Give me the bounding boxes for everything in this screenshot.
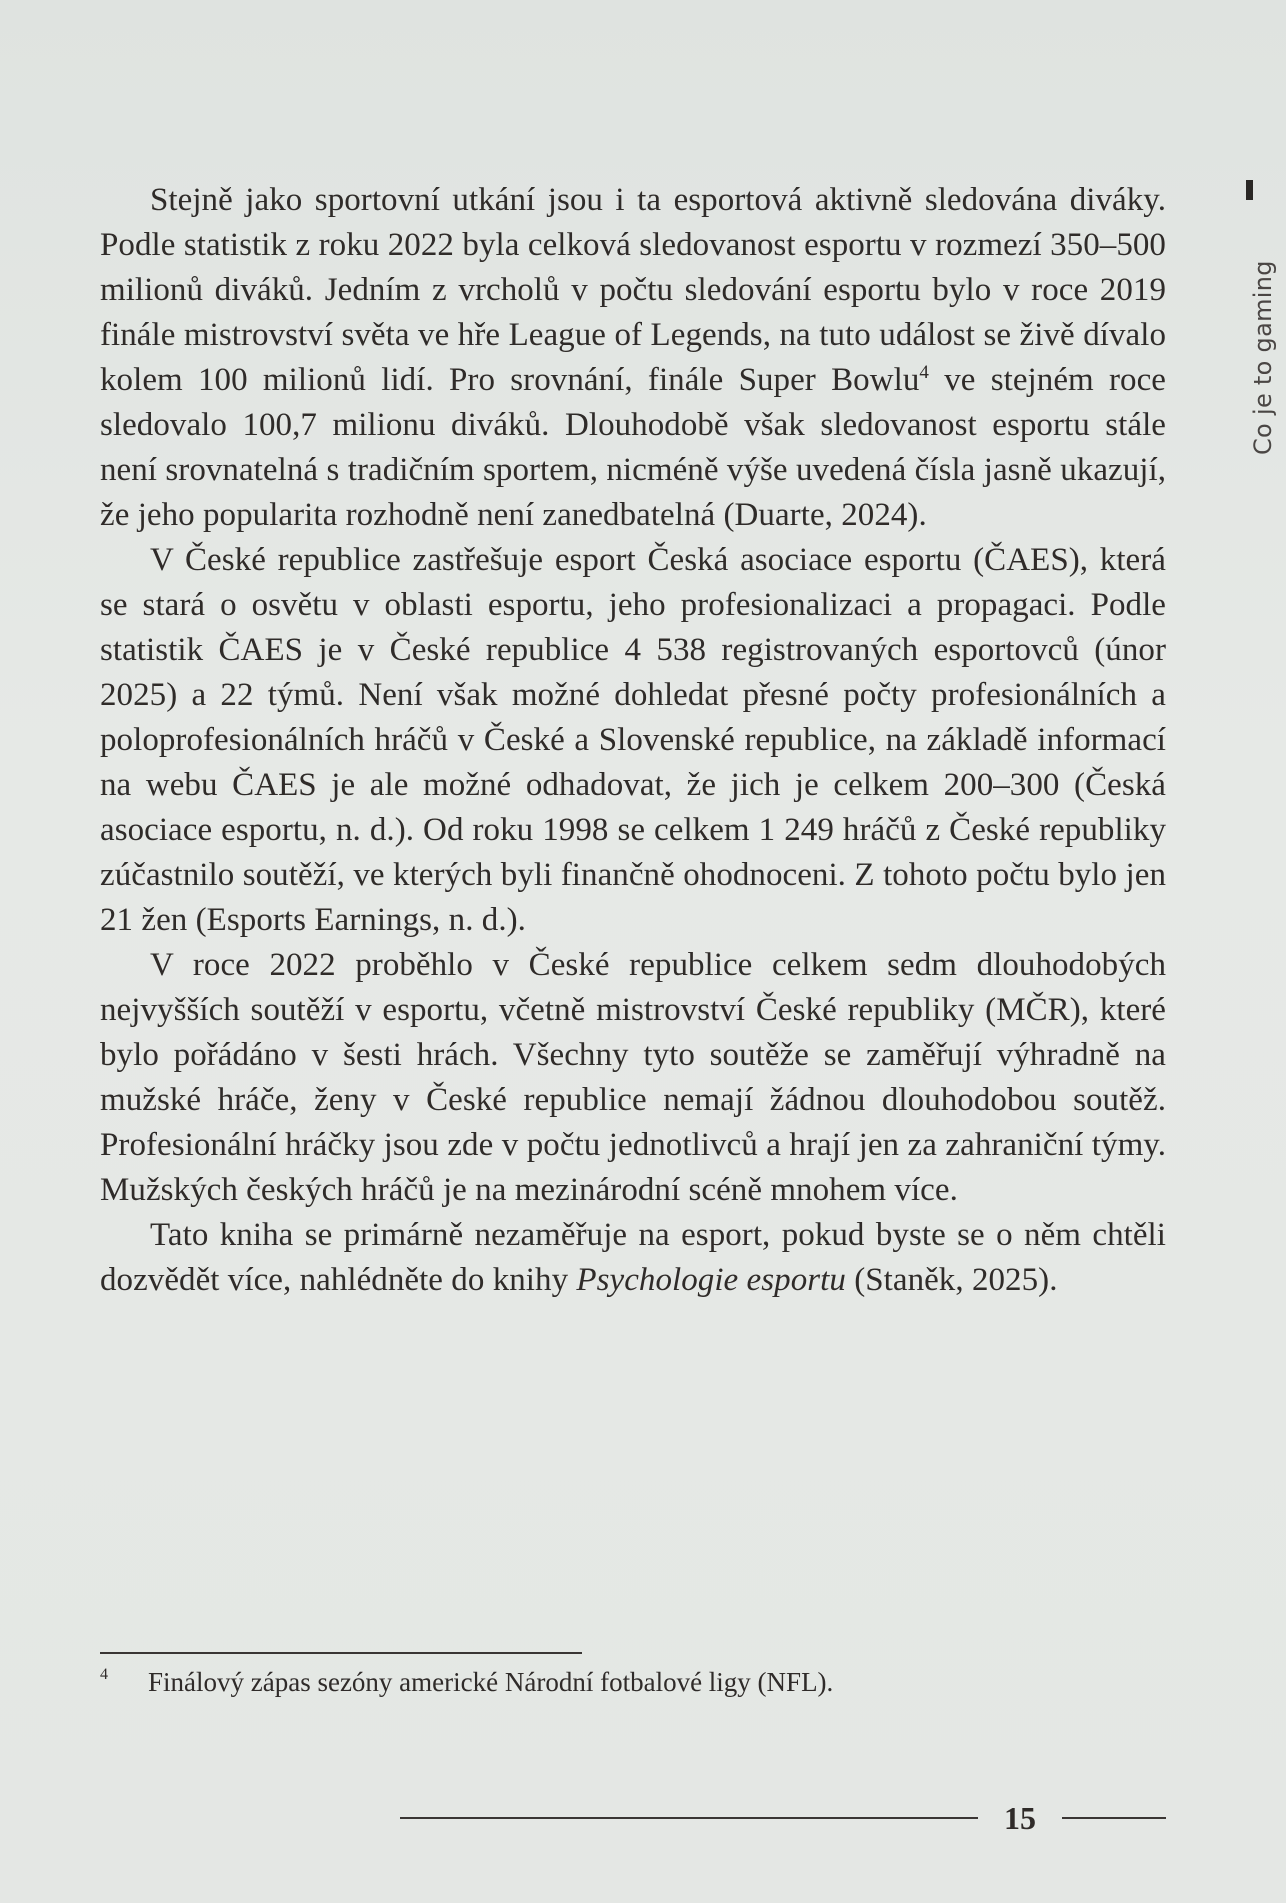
paragraph-text: (Staněk, 2025). bbox=[845, 1262, 1058, 1298]
running-head-title: Co je to gaming bbox=[1249, 260, 1277, 455]
footnote-divider bbox=[100, 1652, 582, 1654]
footnote bbox=[100, 1665, 1166, 1699]
paragraph-viewership bbox=[100, 178, 1166, 538]
page-number: 15 bbox=[1004, 1800, 1036, 1836]
folio-rule-left bbox=[400, 1817, 978, 1819]
book-title: Psychologie esportu bbox=[576, 1262, 846, 1298]
footnote-text: Finálový zápas sezóny americké Národní fotbalové ligy (NFL). bbox=[148, 1667, 834, 1697]
paragraph-czech-esport: V České republice zastřešuje esport Česká asociace esportu (ČAES), která se stará o osvětu v oblasti esportu, jeho profesionalizaci a propagaci. Podle statistik ČAES je v České republice 4 538 registrovaných esportovců (únor 2025) a 22 týmů. Není však možné dohledat přesné počty profesionálních a poloprofesionálních hráčů v České a Slovenské republice, na základě informací na webu ČAES je ale možné odhadovat, že jich je celkem 200–300 (Česká asociace esportu, n. d.). Od roku 1998 se celkem 1 249 hráčů z České republiky zúčastnilo soutěží, ve kterých byli finančně ohodnoceni. Z tohoto počtu bylo jen 21 žen (Esports Earnings, n. d.). bbox=[100, 542, 1166, 938]
footnote-number: 4 bbox=[100, 1666, 108, 1683]
page-folio bbox=[400, 1800, 1166, 1836]
paragraph-book-reference bbox=[100, 1213, 1166, 1303]
folio-rule-right bbox=[1062, 1817, 1166, 1819]
paragraph-text: Stejně jako sportovní utkání jsou i ta esportová aktivně sledována diváky. Podle statistik z roku 2022 byla celková sledovanost esportu v rozmezí 350–500 milionů diváků. Jedním z vrcholů v počtu sledování esportu bylo v roce 2019 finále mistrovství světa ve hře League of Legends, na tuto událost se živě dívalo kolem 100 milionů lidí. Pro srovnání, finále Super Bowlu bbox=[100, 182, 1166, 398]
main-text bbox=[100, 178, 1166, 1303]
running-head-marker bbox=[1246, 180, 1253, 200]
paragraph-text: ve stejném roce sledovalo 100,7 milionu diváků. Dlouhodobě však sledovanost esportu stále není srovnatelná s tradičním sportem, nicméně výše uvedená čísla jasně ukazují, že jeho popularita rozhodně není zanedbatelná (Duarte, 2024). bbox=[100, 362, 1167, 533]
paragraph-competitions: V roce 2022 proběhlo v České republice celkem sedm dlouhodobých nejvyšších soutěží v esportu, včetně mistrovství České republiky (MČR), které bylo pořádáno v šesti hrách. Všechny tyto soutěže se zaměřují výhradně na mužské hráče, ženy v České republice nemají žádnou dlouhodobou soutěž. Profesionální hráčky jsou zde v počtu jednotlivců a hrají jen za zahraniční týmy. Mužských českých hráčů je na mezinárodní scéně mnohem více. bbox=[100, 947, 1166, 1208]
paragraph-text: Tato kniha se primárně nezaměřuje na esport, pokud byste se o něm chtěli dozvědět více, nahlédněte do knihy bbox=[100, 1217, 1166, 1298]
footnote-reference: 4 bbox=[919, 362, 929, 383]
running-head bbox=[1242, 180, 1277, 480]
